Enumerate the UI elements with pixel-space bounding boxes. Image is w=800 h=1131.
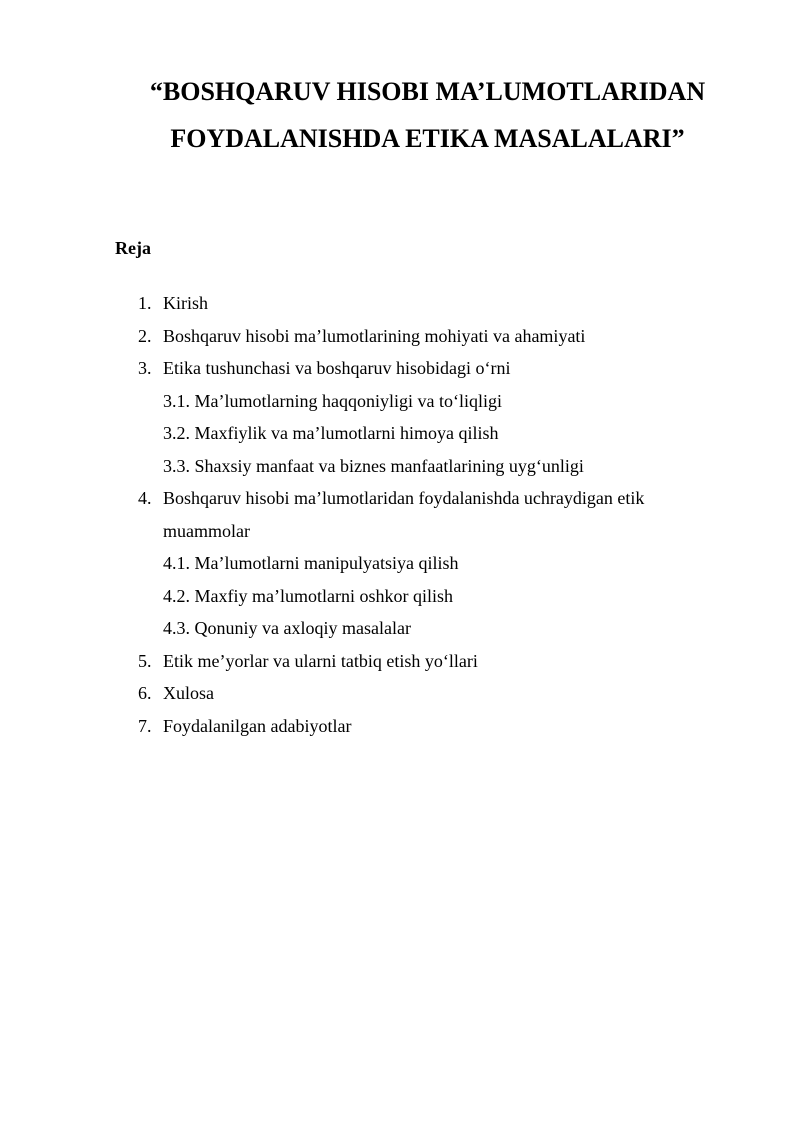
plan-item-text: muammolar [163,520,250,541]
plan-item-number: 2. [138,325,152,346]
plan-item-number: 6. [138,683,152,703]
plan-item [0,677,800,710]
plan-subitem [0,417,800,450]
plan-item-continuation [0,515,800,548]
plan-item [0,645,800,678]
plan-subitem-text: 4.3. Qonuniy va axloqiy masalalar [163,618,411,638]
plan-item-text: Kirish [163,293,208,313]
document-title [0,68,800,162]
plan-item-text: Boshqaruv hisobi ma’lumotlaridan foydalanishda uchraydigan etik [163,488,645,508]
plan-item-text: Etik me’yorlar va ularni tatbiq etish yo‘llari [163,650,478,671]
plan-item-number: 3. [138,358,152,378]
title-line-2: FOYDALANISHDA ETIKA MASALALARI” [170,124,685,153]
plan-subitem [0,450,800,483]
plan-subitem-text: 3.3. Shaxsiy manfaat va biznes manfaatlarining uyg‘unligi [163,455,584,476]
title-line-1: “BOSHQARUV HISOBI MA’LUMOTLARIDAN [149,77,706,106]
plan-item [0,287,800,320]
plan-heading: Reja [115,238,151,258]
plan-item-text: Boshqaruv hisobi ma’lumotlarining mohiyati va ahamiyati [163,325,586,346]
plan-item [0,352,800,385]
plan-item-text: Foydalanilgan adabiyotlar [163,715,352,736]
plan-item-text: Etika tushunchasi va boshqaruv hisobidagi o‘rni [163,358,511,378]
plan-item-number: 5. [138,650,152,671]
plan-subitem [0,580,800,613]
plan-subitem-text: 4.1. Ma’lumotlarni manipulyatsiya qilish [163,553,459,573]
plan-item-text: Xulosa [163,683,214,703]
plan-item-number: 7. [138,715,152,736]
plan-subitem-text: 3.1. Ma’lumotlarning haqqoniyligi va to‘liqligi [163,390,502,411]
plan-item [0,320,800,353]
plan-subitem-text: 3.2. Maxfiylik va ma’lumotlarni himoya qilish [163,423,499,443]
plan-item [0,482,800,515]
plan-subitem [0,612,800,645]
plan-subitem [0,385,800,418]
plan-list [0,287,800,742]
plan-item-number: 4. [138,488,152,508]
plan-subitem [0,547,800,580]
plan-subitem-text: 4.2. Maxfiy ma’lumotlarni oshkor qilish [163,585,453,606]
plan-item [0,710,800,743]
plan-item-number: 1. [138,293,152,313]
